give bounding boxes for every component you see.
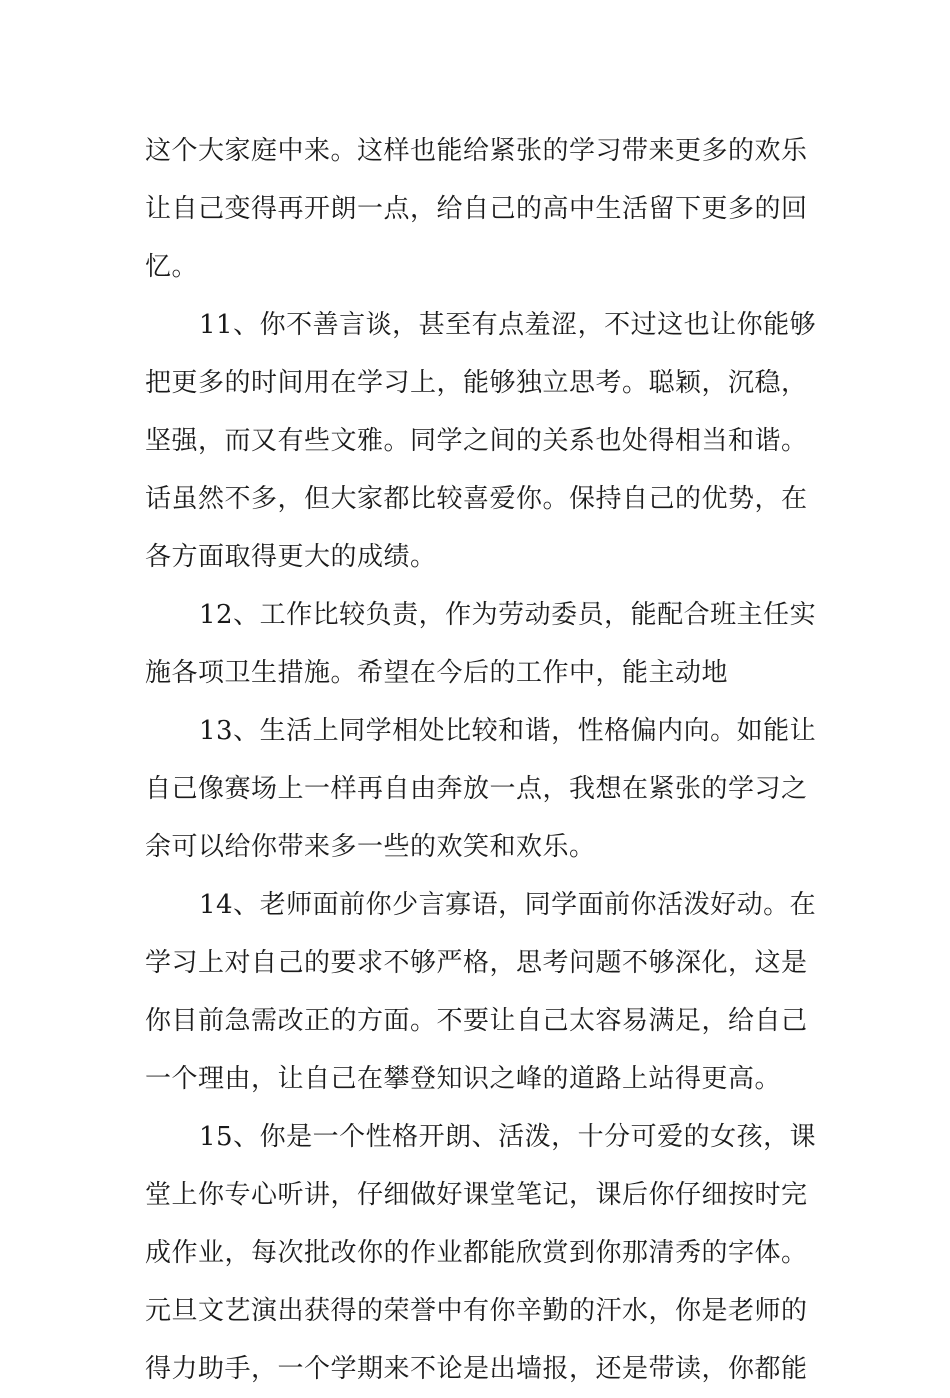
paragraph-15-first-line: 15、你是一个性格开朗、活泼，十分可爱的女孩，课 bbox=[199, 1122, 817, 1152]
text-line: 得力助手，一个学期来不论是出墙报，还是带读，你都能 bbox=[145, 1354, 808, 1384]
paragraph-14-first-line: 14、老师面前你少言寡语，同学面前你活泼好动。在 bbox=[199, 890, 817, 920]
text-line: 成作业，每次批改你的作业都能欣赏到你那清秀的字体。 bbox=[145, 1238, 808, 1268]
text-line: 各方面取得更大的成绩。 bbox=[145, 542, 437, 572]
paragraph-13-first-line: 13、生活上同学相处比较和谐，性格偏内向。如能让 bbox=[199, 716, 817, 746]
paragraph-11-first-line: 11、你不善言谈，甚至有点羞涩，不过这也让你能够 bbox=[199, 310, 817, 340]
text-line: 自己像赛场上一样再自由奔放一点，我想在紧张的学习之 bbox=[145, 774, 808, 804]
text-line: 元旦文艺演出获得的荣誉中有你辛勤的汗水，你是老师的 bbox=[145, 1296, 808, 1326]
text-line: 话虽然不多，但大家都比较喜爱你。保持自己的优势，在 bbox=[145, 484, 808, 514]
text-line: 让自己变得再开朗一点，给自己的高中生活留下更多的回 bbox=[145, 194, 808, 224]
text-line: 余可以给你带来多一些的欢笑和欢乐。 bbox=[145, 832, 596, 862]
text-line: 把更多的时间用在学习上，能够独立思考。聪颖，沉稳， bbox=[145, 368, 808, 398]
paragraph-12-first-line: 12、工作比较负责，作为劳动委员，能配合班主任实 bbox=[199, 600, 817, 630]
text-line: 坚强，而又有些文雅。同学之间的关系也处得相当和谐。 bbox=[145, 426, 808, 456]
document-body bbox=[145, 122, 817, 1398]
text-line: 施各项卫生措施。希望在今后的工作中，能主动地 bbox=[145, 658, 729, 688]
text-line: 忆。 bbox=[145, 252, 199, 282]
text-line: 你目前急需改正的方面。不要让自己太容易满足，给自己 bbox=[145, 1006, 808, 1036]
text-line: 堂上你专心听讲，仔细做好课堂笔记，课后你仔细按时完 bbox=[145, 1180, 808, 1210]
text-line: 一个理由，让自己在攀登知识之峰的道路上站得更高。 bbox=[145, 1064, 782, 1094]
text-line: 学习上对自己的要求不够严格，思考问题不够深化，这是 bbox=[145, 948, 808, 978]
text-line: 这个大家庭中来。这样也能给紧张的学习带来更多的欢乐 bbox=[145, 136, 808, 166]
